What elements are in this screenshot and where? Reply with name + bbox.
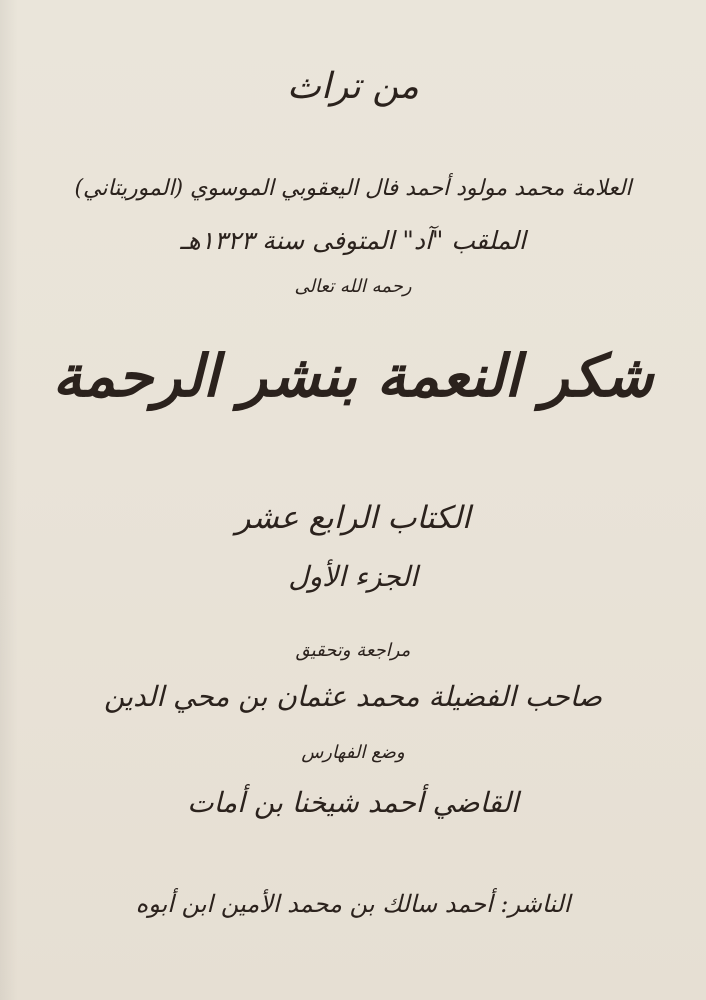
part-label: الجزء الأول bbox=[288, 560, 418, 593]
series-label: من تراث bbox=[287, 66, 419, 107]
reviewer-name: صاحب الفضيلة محمد عثمان بن محي الدين bbox=[103, 680, 603, 713]
review-label: مراجعة وتحقيق bbox=[295, 640, 411, 661]
indexer-name: القاضي أحمد شيخنا بن أمات bbox=[187, 786, 519, 819]
laqab-line: الملقب "آد" المتوفى سنة ١٣٢٣هـ bbox=[180, 226, 526, 255]
prayer-line: رحمه الله تعالى bbox=[294, 276, 412, 297]
author-line: العلامة محمد مولود أحمد فال اليعقوبي الموسوي (الموريتاني) bbox=[74, 176, 632, 201]
index-label: وضع الفهارس bbox=[301, 742, 405, 763]
book-number: الكتاب الرابع عشر bbox=[235, 500, 471, 536]
publisher-line: الناشر: أحمد سالك بن محمد الأمين ابن أبوه bbox=[135, 890, 571, 918]
book-title: شكر النعمة بنشر الرحمة bbox=[52, 342, 654, 410]
